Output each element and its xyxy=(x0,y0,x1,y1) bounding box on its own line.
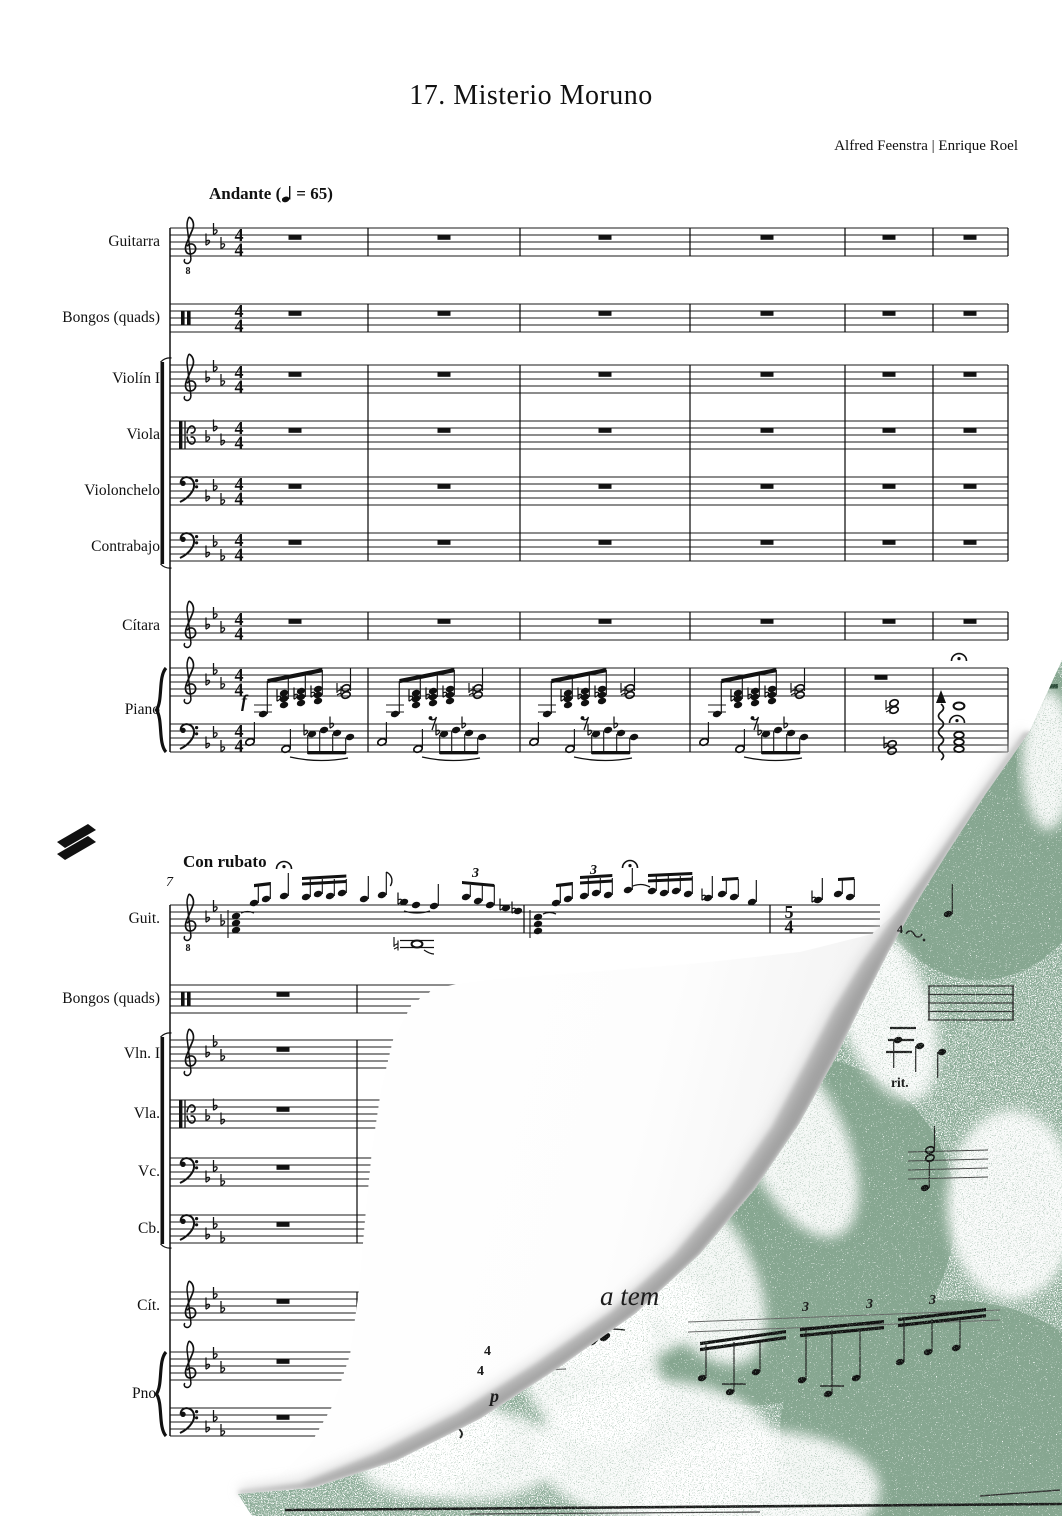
instrument-label-violin1: Violín I xyxy=(112,370,160,387)
instrument-label-guit: Guit. xyxy=(128,910,160,927)
svg-text:4: 4 xyxy=(234,721,244,741)
svg-text:4: 4 xyxy=(234,735,244,756)
svg-text:4: 4 xyxy=(234,418,244,438)
svg-text:4: 4 xyxy=(234,315,244,336)
measure-number: 7 xyxy=(166,875,173,890)
dynamic-piano: p xyxy=(490,1386,499,1406)
instrument-label-bongos2: Bongos (quads) xyxy=(62,990,160,1007)
page-title: 17. Misterio Moruno xyxy=(409,80,653,111)
triplet-numeral: 3 xyxy=(802,1300,809,1315)
triplet-numeral: 3 xyxy=(472,866,479,881)
svg-text:4: 4 xyxy=(234,679,244,700)
svg-text:4: 4 xyxy=(234,488,244,509)
svg-text:4: 4 xyxy=(234,530,244,550)
rit-marking: rit. xyxy=(891,1075,909,1090)
svg-text:4: 4 xyxy=(234,665,244,685)
svg-text:4: 4 xyxy=(784,916,794,937)
svg-text:5: 5 xyxy=(784,902,794,922)
instrument-label-vln1: Vln. I xyxy=(123,1045,160,1062)
svg-text:4: 4 xyxy=(234,239,244,260)
svg-text:4: 4 xyxy=(234,544,244,565)
time-sig-fragment: 4 xyxy=(484,1344,491,1359)
svg-text:4: 4 xyxy=(234,301,244,321)
svg-text:4: 4 xyxy=(234,474,244,494)
svg-text:8: 8 xyxy=(185,266,191,277)
instrument-label-vla: Vla. xyxy=(133,1105,160,1122)
tempo-text-after: = 65) xyxy=(296,184,333,203)
triplet-numeral: 3 xyxy=(866,1297,873,1312)
tempo-marking xyxy=(209,184,333,204)
time-sig-fragment: 4 xyxy=(897,922,903,936)
svg-text:4: 4 xyxy=(234,609,244,629)
svg-text:4: 4 xyxy=(234,225,244,245)
time-sig-fragment: 4 xyxy=(477,1364,484,1379)
instrument-label-citara: Cítara xyxy=(122,617,160,634)
svg-text:f: f xyxy=(241,691,247,711)
quarter-note-icon xyxy=(281,184,293,204)
instrument-label-pno: Pno. xyxy=(132,1385,160,1402)
triplet-numeral: 3 xyxy=(929,1293,936,1308)
instrument-label-piano: Piano xyxy=(124,701,160,718)
instrument-label-violonchelo: Violonchelo xyxy=(84,482,160,499)
instrument-label-bongos: Bongos (quads) xyxy=(62,309,160,326)
instrument-label-viola: Viola xyxy=(126,426,160,443)
instrument-label-cit: Cít. xyxy=(137,1297,160,1314)
triplet-numeral: 3 xyxy=(590,863,597,878)
instrument-label-cb: Cb. xyxy=(138,1220,160,1237)
svg-text:8: 8 xyxy=(185,943,191,954)
tempo-text-before: Andante ( xyxy=(209,184,282,203)
svg-text:4: 4 xyxy=(234,362,244,382)
composer-credits: Alfred Feenstra | Enrique Roel xyxy=(834,138,1018,154)
tempo-marking-con-rubato: Con rubato xyxy=(183,852,267,871)
svg-text:4: 4 xyxy=(234,376,244,397)
instrument-label-guitarra: Guitarra xyxy=(108,233,160,250)
a-tempo-marking-partial: a tem xyxy=(600,1281,660,1311)
svg-text:4: 4 xyxy=(234,432,244,453)
svg-text:4: 4 xyxy=(234,623,244,644)
instrument-label-vc: Vc. xyxy=(138,1163,160,1180)
instrument-label-contrabajo: Contrabajo xyxy=(91,538,160,555)
